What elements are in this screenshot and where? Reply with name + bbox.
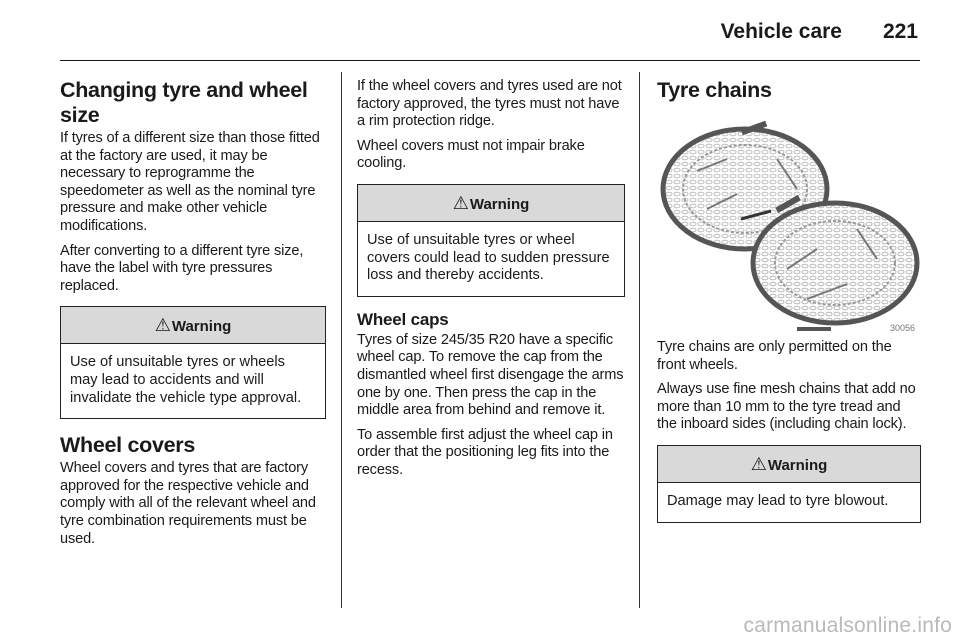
- warning-header: [61, 307, 325, 344]
- paragraph: To assemble first adjust the wheel cap in order that the positioning leg fits into the recess.: [357, 426, 613, 478]
- column-1: [60, 78, 326, 548]
- page-number: 221: [882, 20, 918, 43]
- warning-title: Warning: [767, 456, 828, 474]
- warning-box: [357, 184, 625, 297]
- paragraph: If the wheel covers and tyres used are not factory approved, the tyres must not have a rim protection ridge.: [357, 78, 622, 130]
- warning-header: [658, 446, 920, 483]
- paragraph: Tyres of size 245/35 R20 have a specific wheel cap. To remove the cap from the dismantled wheel first disengage the arms one by one. Then press the cap in the middle area from behind and remove it.: [357, 331, 624, 419]
- column-2: [357, 78, 625, 480]
- paragraph: Wheel covers and tyres that are factory approved for the respective vehicle and comply with all of the relevant wheel and tyre combination requirements must be used.: [60, 460, 316, 547]
- heading-tyre-chains: Tyre chains: [657, 78, 772, 102]
- column-divider-2: [639, 72, 640, 608]
- warning-triangle-icon: ⚠: [452, 192, 469, 213]
- paragraph: Always use fine mesh chains that add no more than 10 mm to the tyre tread and the inboard sides (including chain lock).: [657, 381, 916, 433]
- paragraph: If tyres of a different size than those fitted at the factory are used, it may be necessary to reprogramme the speedometer as well as the nominal tyre pressure and make other vehicle modifications.: [60, 130, 320, 234]
- warning-title: Warning: [171, 318, 232, 336]
- column-divider-1: [341, 72, 342, 608]
- page-header: [0, 20, 960, 50]
- warning-triangle-icon: ⚠: [154, 315, 171, 336]
- warning-box: [657, 445, 921, 523]
- warning-triangle-icon: ⚠: [750, 453, 767, 474]
- paragraph: Tyre chains are only permitted on the front wheels.: [657, 339, 892, 373]
- paragraph: After converting to a different tyre size, have the label with tyre pressures replaced.: [60, 242, 304, 294]
- watermark: carmanualsonline.info: [743, 614, 952, 637]
- paragraph: Wheel covers must not impair brake cooling.: [357, 137, 585, 172]
- header-rule: [60, 60, 920, 61]
- heading-wheel-caps: Wheel caps: [357, 309, 449, 329]
- heading-wheel-covers: Wheel covers: [60, 433, 196, 458]
- tyre-chain-drawing: [657, 119, 921, 335]
- warning-text: Use of unsuitable tyres or wheel covers could lead to sudden pressure loss and thereby accidents.: [367, 231, 610, 284]
- section-title: Vehicle care: [720, 20, 842, 43]
- heading-changing-tyre: Changing tyre and wheel size: [60, 78, 308, 127]
- figure-number: 30056: [889, 323, 915, 333]
- column-3: [657, 78, 921, 523]
- warning-title: Warning: [469, 195, 530, 213]
- warning-box: [60, 306, 326, 419]
- warning-header: [358, 185, 624, 222]
- warning-text: Damage may lead to tyre blowout.: [667, 492, 889, 509]
- tyre-chains-illustration: [657, 119, 921, 335]
- warning-text: Use of unsuitable tyres or wheels may lead to accidents and will invalidate the vehicle type approval.: [70, 354, 302, 406]
